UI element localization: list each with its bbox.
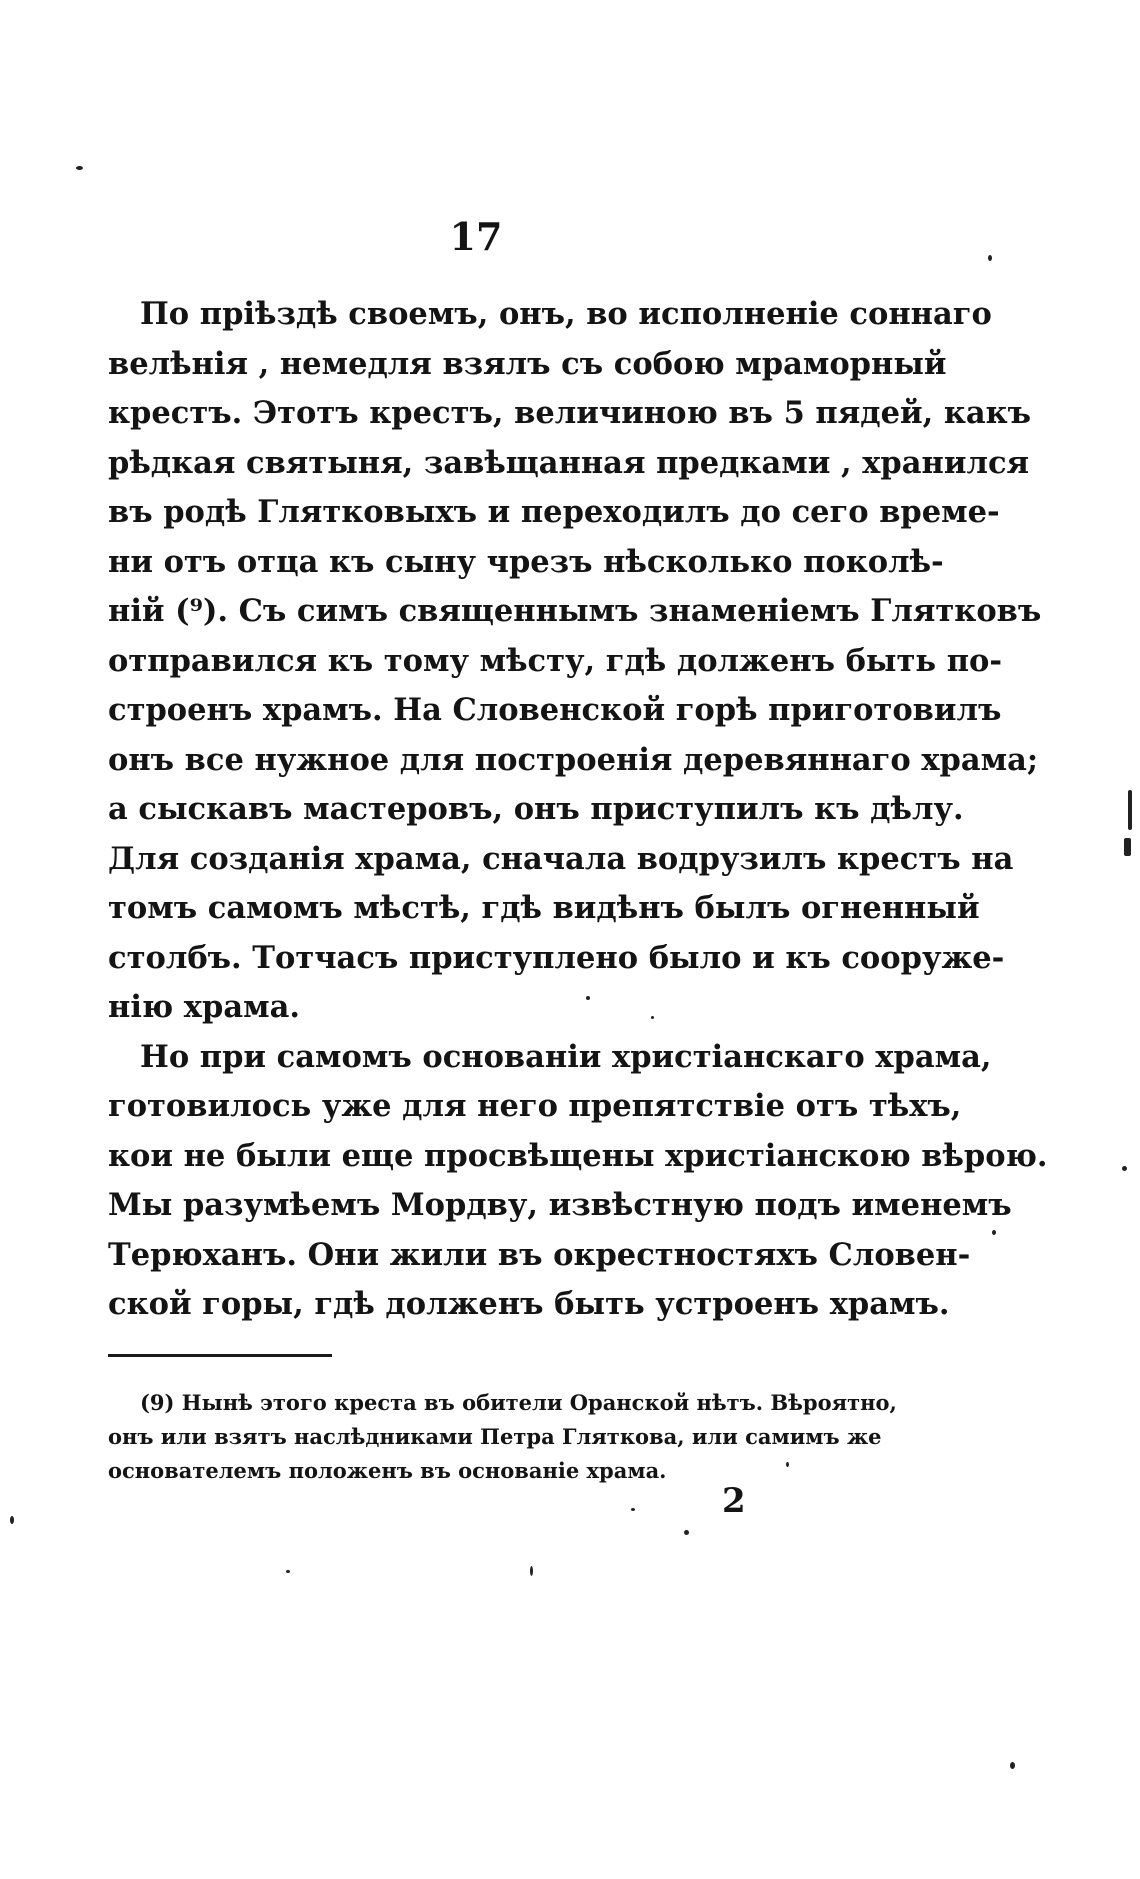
text-line: Для созданія храма, сначала водрузилъ крестъ на (108, 840, 1014, 877)
text-line: готовилось уже для него препятствіе отъ тѣхъ, (108, 1088, 962, 1124)
signature-mark: 2 (722, 1481, 746, 1521)
scan-speck (1124, 838, 1131, 856)
body-text (108, 290, 1048, 1330)
scan-speck (286, 1570, 290, 1573)
scan-speck (1122, 1166, 1127, 1171)
text-line: Но при самомъ основаніи христіанскаго храма, (140, 1038, 992, 1075)
text-line: столбъ. Тотчасъ приступлено было и къ сооруже- (108, 939, 1005, 976)
text-line: нію храма. (108, 989, 300, 1025)
scan-speck (684, 1530, 689, 1535)
text-line: По пріѣздѣ своемъ, онъ, во исполненіе соннаго (140, 296, 992, 332)
scan-speck (530, 1566, 533, 1576)
text-line: кои не были еще просвѣщены христіанскою вѣрою. (108, 1137, 1048, 1174)
scan-speck (992, 1230, 996, 1235)
scan-speck (631, 1508, 635, 1511)
text-line: строенъ храмъ. На Словенской горѣ приготовилъ (108, 692, 1002, 728)
scan-speck (988, 255, 992, 261)
scan-speck (586, 996, 590, 1000)
text-line: ской горы, гдѣ долженъ быть устроенъ храмъ. (108, 1286, 950, 1322)
paragraph-1 (108, 290, 1042, 1033)
footnote (108, 1386, 897, 1488)
text-line: крестъ. Этотъ крестъ, величиною въ 5 пядей, какъ (108, 395, 1032, 431)
text-line: ни отъ отца къ сыну чрезъ нѣсколько поколѣ- (108, 543, 944, 580)
scan-speck (1128, 790, 1132, 830)
footnote-line: онъ или взятъ наслѣдниками Петра Гляткова, или самимъ же (108, 1424, 882, 1449)
text-line: онъ все нужное для построенія деревяннаго храма; (108, 741, 1039, 778)
scan-speck (76, 166, 83, 170)
page-number: 17 (449, 214, 503, 259)
text-line: отправился къ тому мѣсту, гдѣ долженъ быть по- (108, 642, 1003, 679)
scan-speck (1010, 1762, 1015, 1769)
text-line: рѣдкая святыня, завѣщанная предками , хранился (108, 444, 1030, 481)
text-line: томъ самомъ мѣстѣ, гдѣ видѣнъ былъ огненный (108, 890, 980, 926)
paragraph-2 (108, 1033, 1048, 1330)
scan-speck (786, 1462, 789, 1467)
text-line: Мы разумѣемъ Мордву, извѣстную подъ именемъ (108, 1187, 1012, 1223)
footnote-line: (9) Нынѣ этого креста въ обители Оранской нѣтъ. Вѣроятно, (140, 1390, 897, 1415)
scan-speck (10, 1516, 14, 1524)
text-line: велѣнія , немедля взялъ съ собою мраморный (108, 345, 947, 382)
scan-speck (651, 1016, 654, 1019)
footnote-rule (108, 1354, 332, 1357)
text-line: ній (⁹). Съ симъ священнымъ знаменіемъ Глятковъ (108, 593, 1042, 629)
footnote-line: основателемъ положенъ въ основаніе храма. (108, 1458, 667, 1483)
text-line: въ родѣ Глятковыхъ и переходилъ до сего време- (108, 494, 1000, 530)
text-line: а сыскавъ мастеровъ, онъ приступилъ къ дѣлу. (108, 791, 964, 827)
text-line: Терюханъ. Они жили въ окрестностяхъ Словен- (108, 1236, 971, 1273)
